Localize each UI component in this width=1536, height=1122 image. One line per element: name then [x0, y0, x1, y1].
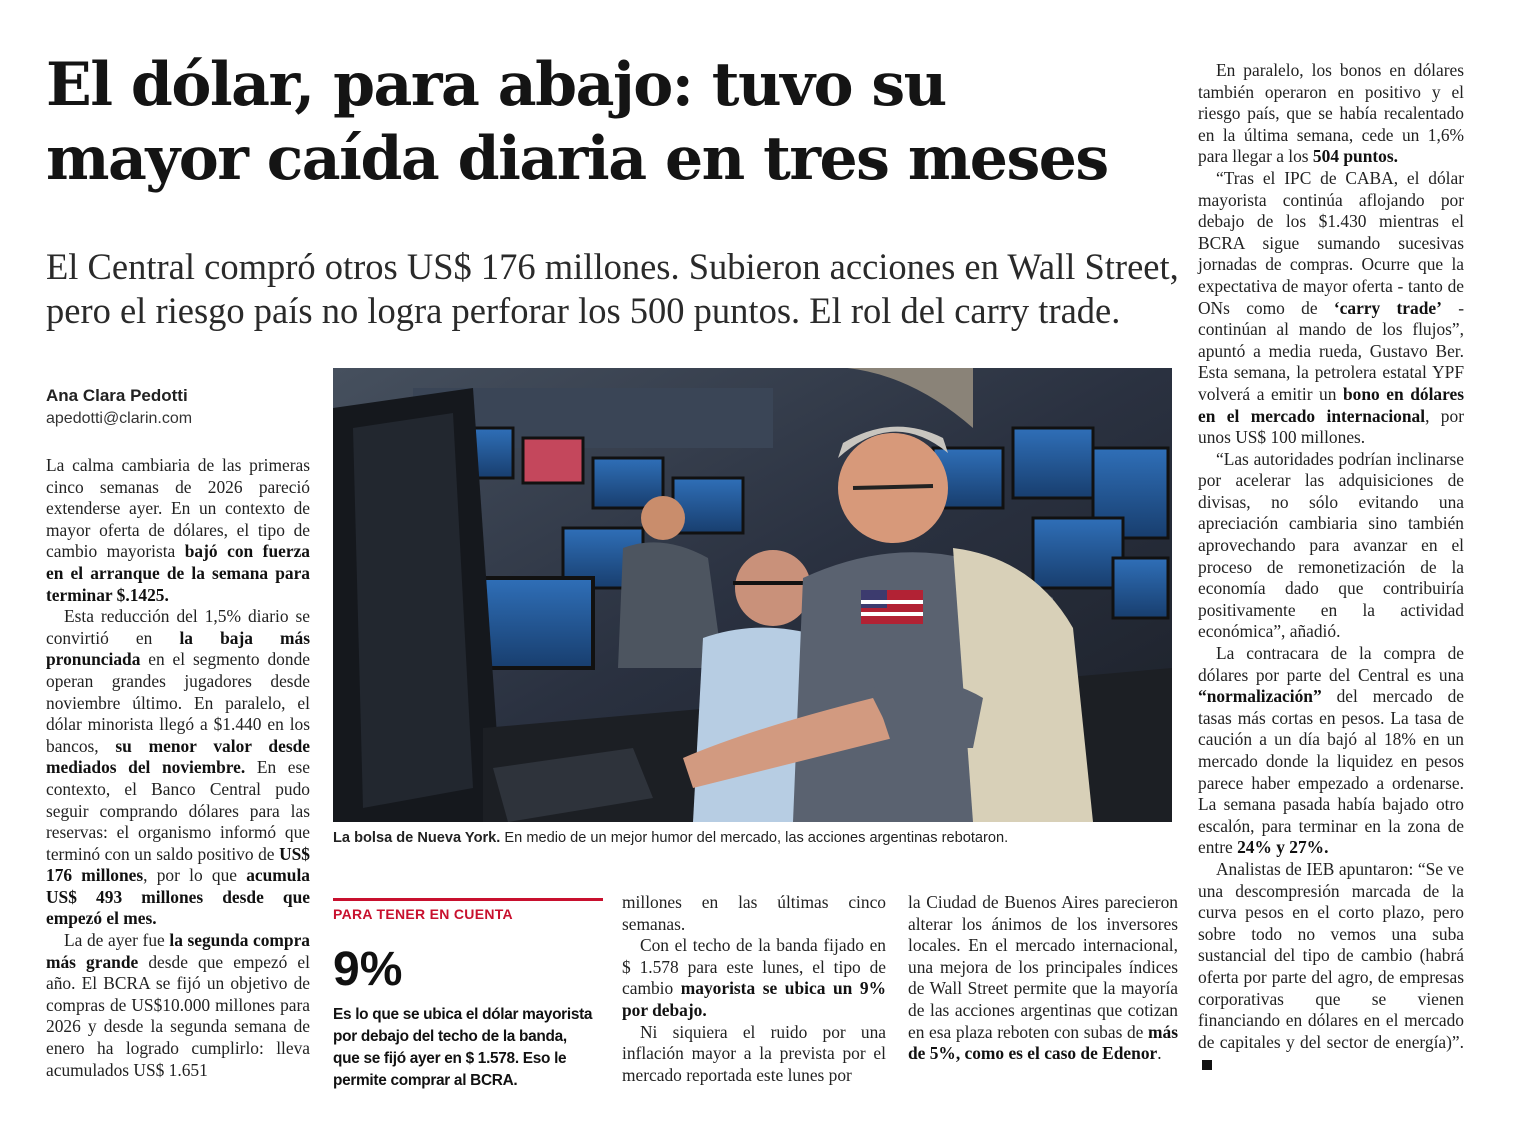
factbox-text: Es lo que se ubica el dólar mayorista por debajo del techo de la banda, que se fijó ayer en $ 1.578. Eso le permite comprar al BCRA.	[333, 1006, 593, 1089]
deck	[46, 245, 1186, 333]
article-column-4	[1198, 60, 1464, 1075]
end-of-article-mark	[1202, 1060, 1212, 1070]
text-run: Ni siquiera el ruido por una inflación mayor a la prevista por el mercado reportada este lunes por	[622, 1021, 886, 1085]
text-run: En ese contexto, el Banco Central pudo seguir comprando dólares para las reservas: el organismo informó que terminó con un saldo positivo de	[46, 757, 310, 864]
text-run: La contracara de la compra de dólares por parte del Central es una	[1198, 643, 1464, 685]
bold-run: 24% y 27%.	[1237, 837, 1329, 858]
factbox-figure: 9%	[333, 943, 403, 996]
text-run: En paralelo, los bonos en dólares también operaron en positivo y el riesgo país, que se había recalentado en la última semana, cede un 1,6% para llegar a los	[1198, 60, 1464, 167]
text-run: - continúan al mando de los flujos”, apuntó a media rueda, Gustavo Ber. Esta semana, la petrolera estatal YPF volverá a emitir un	[1198, 297, 1465, 404]
article-column-3	[908, 892, 1178, 1065]
author-name: Ana Clara Pedotti	[46, 386, 188, 405]
body-paragraph	[46, 455, 310, 606]
body-paragraph	[1198, 859, 1464, 1075]
text-run: La calma cambiaria de las primeras cinco semanas de 2026 pareció extenderse ayer. En un contexto de mayor oferta de dólares, el tipo de cambio mayorista	[46, 455, 310, 562]
text-run: en el segmento donde operan grandes jugadores desde noviembre último. En paralelo, el dólar minorista llegó a $1.440 en los bancos,	[46, 649, 310, 756]
text-run: , por lo que	[143, 865, 247, 886]
text-run: Con el techo de la banda fijado en $ 1.578 para este lunes, el tipo de cambio	[622, 935, 886, 999]
factbox-rule	[333, 898, 603, 901]
body-paragraph	[908, 892, 1178, 1065]
text-run: Analistas de IEB apuntaron: “Se ve una descompresión marcada de la curva pesos en el corto plazo, pero sobre todo no vemos una suba sustancial del tipo de cambio (habrá oferta por parte del agro, de empresas corporativas que se vienen financiando en dólares en el mercado de capitales y del sector de energía)”.	[1198, 858, 1464, 1052]
photo-caption	[333, 830, 1173, 846]
text-run: , por unos US$ 100 millones.	[1198, 405, 1464, 448]
text-run: millones en las últimas cinco semanas.	[622, 892, 886, 934]
caption-text: En medio de un mejor humor del mercado, las acciones argentinas rebotaron.	[500, 830, 1009, 846]
body-paragraph	[1198, 449, 1464, 643]
text-run: La de ayer fue	[64, 930, 170, 951]
text-run: la Ciudad de Buenos Aires parecieron alterar los ánimos de los inversores locales. En el mercado internacional, una mejora de los principales índices de Wall Street permite que la mayoría de las acciones argentinas que cotizan en esa plaza reboten con subas de	[908, 892, 1178, 1042]
text-run: “Las autoridades podrían inclinarse por acelerar las adquisiciones de divisas, no sólo evitando una apreciación cambiaria sino también aprovechando para avanzar en el proceso de remonetización de la economía dado que contribuiría positivamente en la actividad económica”, añadió.	[1198, 448, 1464, 642]
body-paragraph	[622, 1022, 886, 1087]
text-run: .	[1157, 1043, 1162, 1064]
body-paragraph	[46, 606, 310, 930]
bold-run: 504 puntos.	[1312, 146, 1398, 167]
body-paragraph	[622, 892, 886, 935]
body-paragraph	[46, 930, 310, 1081]
article-photo	[333, 368, 1172, 822]
bold-run: mayorista se ubica un 9% por debajo.	[622, 978, 886, 1020]
body-paragraph	[1198, 168, 1464, 449]
bold-run: más de 5%, como es el caso de Edenor	[908, 1021, 1178, 1064]
body-paragraph	[1198, 643, 1464, 859]
text-run: desde que empezó el año. El BCRA se fijó un objetivo de compras de US$10.000 millones para 2026 y desde la segunda semana de enero ha logrado cumplirlo: lleva acumulados US$ 1.651	[46, 951, 310, 1080]
body-paragraph	[1198, 60, 1464, 168]
headline-line-2: mayor caída diaria en tres meses	[46, 124, 1108, 194]
bold-run: su menor valor desde mediados del noviembre.	[46, 735, 310, 778]
bold-run: US$ 176 millones	[46, 843, 310, 886]
headline-line-1: El dólar, para abajo: tuvo su	[46, 50, 946, 120]
bold-run: bono en dólares en el mercado internacional	[1198, 383, 1464, 426]
bold-run: la segunda compra más grande	[46, 930, 310, 972]
text-run: “Tras el IPC de CABA, el dólar mayorista continúa aflojando por debajo de los $1.430 mientras el BCRA sigue sumando sucesivas jornadas de compras. Ocurre que la expectativa de mayor oferta - tanto de ONs como de	[1198, 167, 1464, 318]
article-column-2	[622, 892, 886, 1086]
deck-line-1: El Central compró otros US$ 176 millones. Subieron acciones en Wall Street,	[46, 246, 1179, 287]
text-run: Esta reducción del 1,5% diario se convirtió en	[46, 606, 310, 648]
headline	[46, 48, 1186, 196]
bold-run: “normalización”	[1198, 686, 1322, 707]
bold-run: acumula US$ 493 millones desde que empezó el mes.	[46, 865, 310, 929]
bold-run: ‘carry trade’	[1333, 297, 1442, 318]
article-column-1	[46, 455, 310, 1081]
caption-lead: La bolsa de Nueva York.	[333, 830, 501, 846]
bold-run: la baja más pronunciada	[46, 627, 310, 670]
factbox-kicker: PARA TENER EN CUENTA	[333, 906, 513, 922]
bold-run: bajó con fuerza en el arranque de la semana para terminar $.1425.	[46, 541, 310, 605]
author-email: apedotti@clarin.com	[46, 410, 193, 427]
body-paragraph	[622, 935, 886, 1021]
traders-photo-illustration	[333, 368, 1172, 822]
text-run: del mercado de tasas más cortas en pesos. La tasa de caución a un día bajó al 18% en un mercado donde la liquidez en pesos parece haber empezado a ordenarse. La semana pasada había bajado otro escalón, para terminar en la zona de entre	[1198, 686, 1464, 858]
deck-line-2: pero el riesgo país no logra perforar los 500 puntos. El rol del carry trade.	[46, 290, 1121, 331]
